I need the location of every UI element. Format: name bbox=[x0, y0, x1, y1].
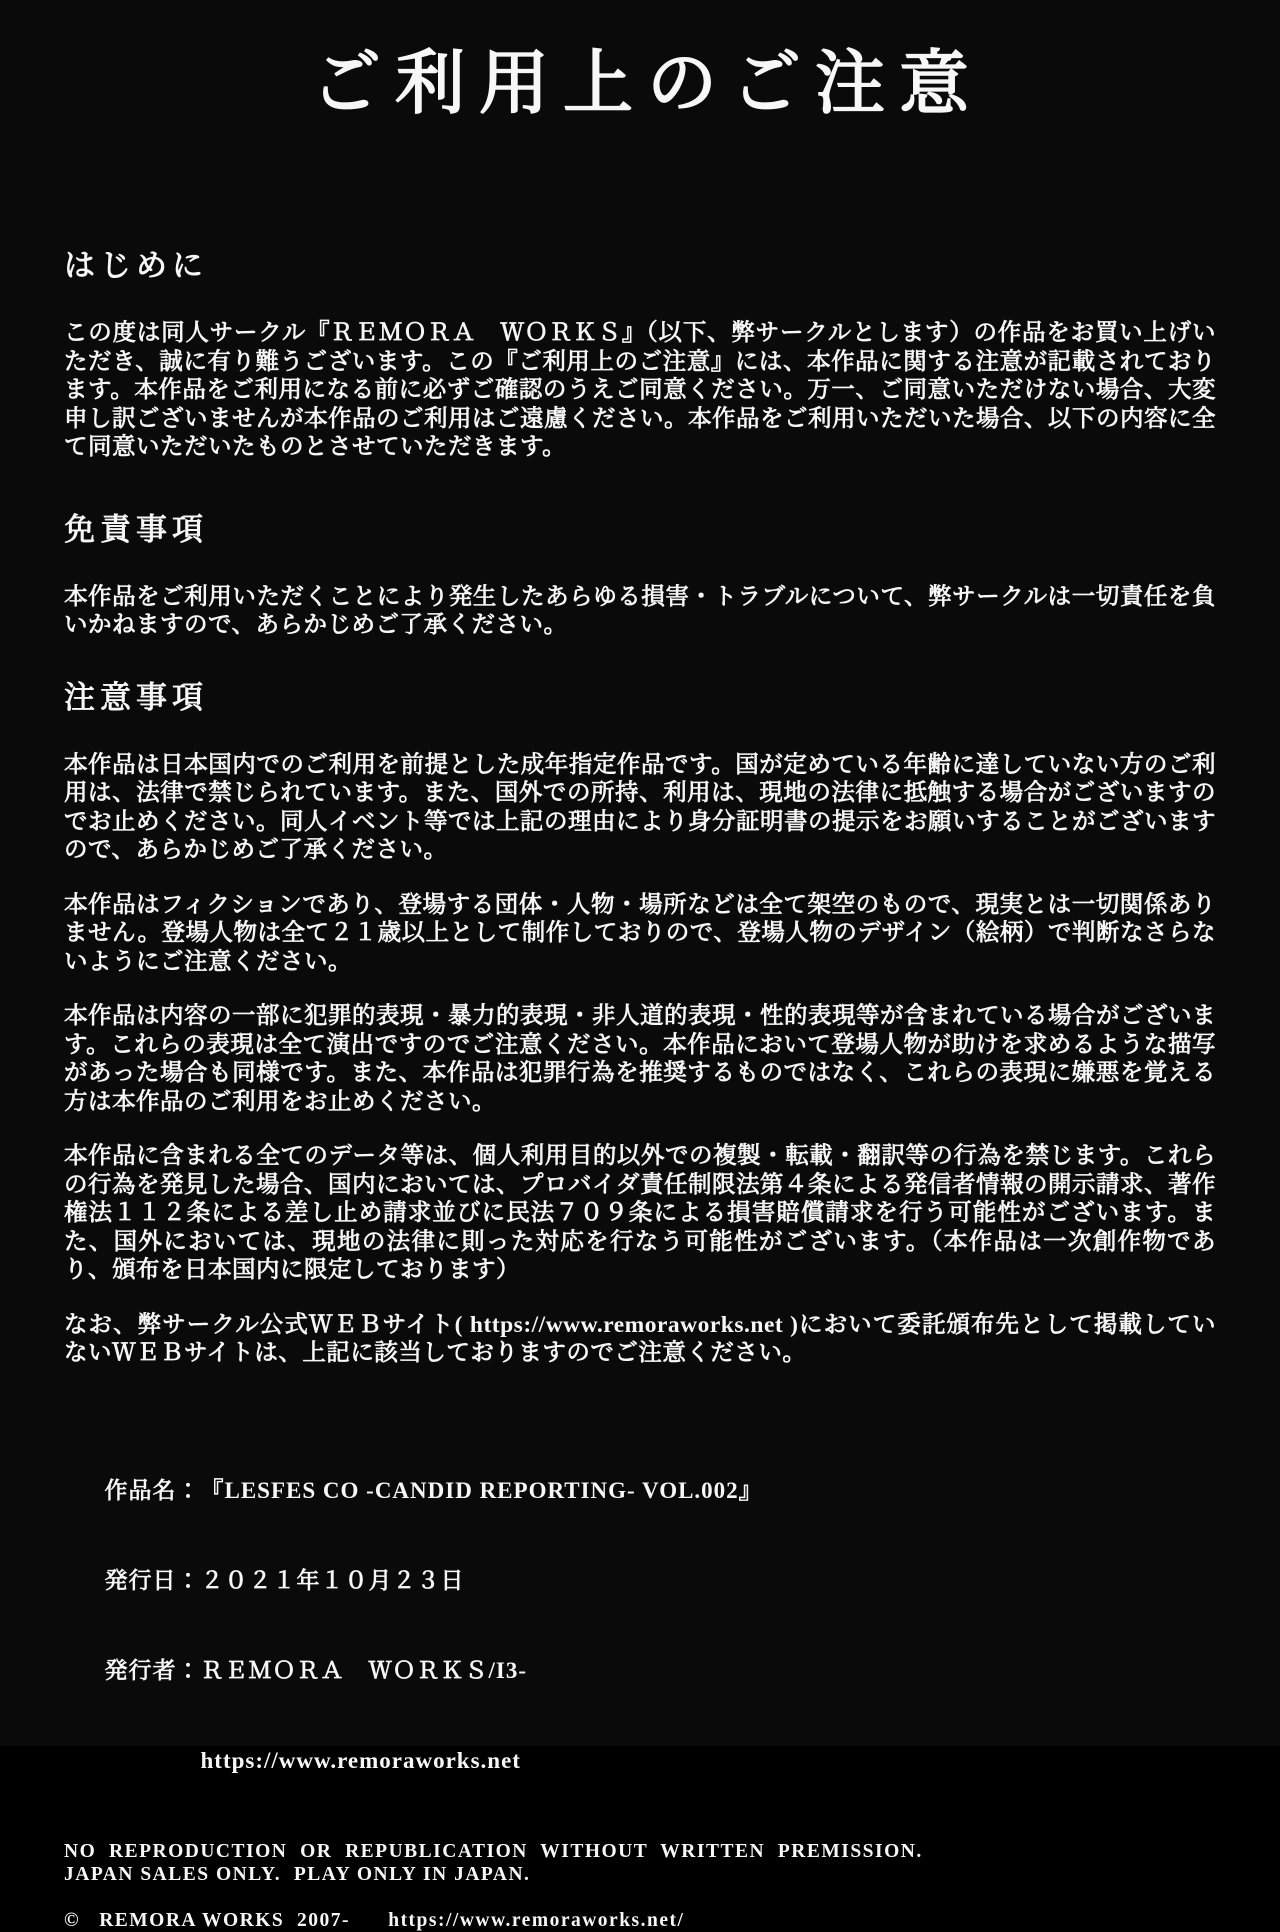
legal-no-reproduction-line: NO REPRODUCTION OR REPUBLICATION WITHOUT WRITTEN PREMISSION. bbox=[64, 1840, 1216, 1864]
copyright-line: © REMORA WORKS 2007- https://www.remoraworks.net/ bbox=[64, 1909, 1216, 1932]
paragraph-caution-official-website: なお、弊サークル公式ＷＥＢサイト( https://www.remoraworks.net )において委託頒布先として掲載していないＷＥＢサイトは、上記に該当しておりますのでご注意ください。 bbox=[64, 1311, 1216, 1368]
colophon-value-publish-date: ２０２１年１０月２３日 bbox=[201, 1568, 465, 1593]
section-cautions bbox=[64, 682, 1216, 1368]
colophon-label-work-title: 作品名： bbox=[105, 1476, 201, 1506]
colophon-label-publisher: 発行者： bbox=[105, 1656, 201, 1686]
section-heading-cautions: 注意事項 bbox=[64, 682, 1216, 713]
paragraph-caution-expressions: 本作品は内容の一部に犯罪的表現・暴力的表現・非人道的表現・性的表現等が含まれている場合がございます。これらの表現は全て演出ですのでご注意ください。本作品において登場人物が助けを求めるような描写があった場合も同様です。また、本作品は犯罪行為を推奨するものではなく、これらの表現に嫌悪を覚える方は本作品のご利用をお止めください。 bbox=[64, 1002, 1216, 1116]
paragraph-caution-fiction: 本作品はフィクションであり、登場する団体・人物・場所などは全て架空のもので、現実とは一切関係ありません。登場人物は全て２１歳以上として制作しておりので、登場人物のデザイン（絵柄）で判断なさらないようにご注意ください。 bbox=[64, 891, 1216, 977]
paragraph-caution-copyright: 本作品に含まれる全てのデータ等は、個人利用目的以外での複製・転載・翻訳等の行為を禁じます。これらの行為を発見した場合、国内においては、プロバイダ責任制限法第４条による発信者情報の開示請求、著作権法１１２条による差し止め請求並びに民法７０９条による損害賠償請求を行う可能性がございます。また、国外においては、現地の法律に則った対応を行なう可能性がございます。（本作品は一次創作物であり、頒布を日本国内に限定しております） bbox=[64, 1142, 1216, 1285]
paragraph-introduction: この度は同人サークル『ＲＥＭＯＲＡ ＷＯＲＫＳ』（以下、弊サークルとします）の作品をお買い上げいただき、誠に有り難うございます。この『ご利用上のご注意』には、本作品に関する注意が記載されております。本作品をご利用になる前に必ずご確認のうえご同意ください。万一、ご同意いただけない場合、大変申し訳ございませんが本作品のご利用はご遠慮ください。本作品をご利用いただいた場合、以下の内容に全て同意いただいたものとさせていただきます。 bbox=[64, 319, 1216, 462]
colophon-row-work-title bbox=[64, 1446, 1216, 1536]
colophon-value-work-title: 『LESFES CO -CANDID REPORTING- VOL.002』 bbox=[201, 1478, 763, 1503]
colophon-row-publisher bbox=[64, 1626, 1216, 1716]
page-title: ご利用上のご注意 bbox=[64, 50, 1216, 120]
colophon-row-website bbox=[64, 1716, 1216, 1806]
colophon-row-publish-date bbox=[64, 1536, 1216, 1626]
paragraph-disclaimer: 本作品をご利用いただくことにより発生したあらゆる損害・トラブルについて、弊サークルは一切責任を負いかねますので、あらかじめご了承ください。 bbox=[64, 583, 1216, 640]
legal-japan-sales-only-line: JAPAN SALES ONLY. PLAY ONLY IN JAPAN. bbox=[64, 1863, 1216, 1887]
section-heading-disclaimer: 免責事項 bbox=[64, 514, 1216, 545]
colophon bbox=[64, 1446, 1216, 1806]
colophon-value-publisher: ＲＥＭＯＲＡ ＷＯＲＫＳ/I3- bbox=[201, 1658, 528, 1683]
section-heading-introduction: はじめに bbox=[64, 250, 1216, 281]
colophon-value-website-url: https://www.remoraworks.net bbox=[201, 1748, 521, 1773]
section-disclaimer bbox=[64, 514, 1216, 640]
section-introduction bbox=[64, 250, 1216, 462]
legal-notice bbox=[64, 1840, 1216, 1887]
colophon-label-publish-date: 発行日： bbox=[105, 1566, 201, 1596]
paragraph-caution-adult-rating: 本作品は日本国内でのご利用を前提とした成年指定作品です。国が定めている年齢に達していない方のご利用は、法律で禁じられています。また、国外での所持、利用は、現地の法律に抵触する場合がございますのでお止めください。同人イベント等では上記の理由により身分証明書の提示をお願いすることがございますので、あらかじめご了承ください。 bbox=[64, 751, 1216, 865]
